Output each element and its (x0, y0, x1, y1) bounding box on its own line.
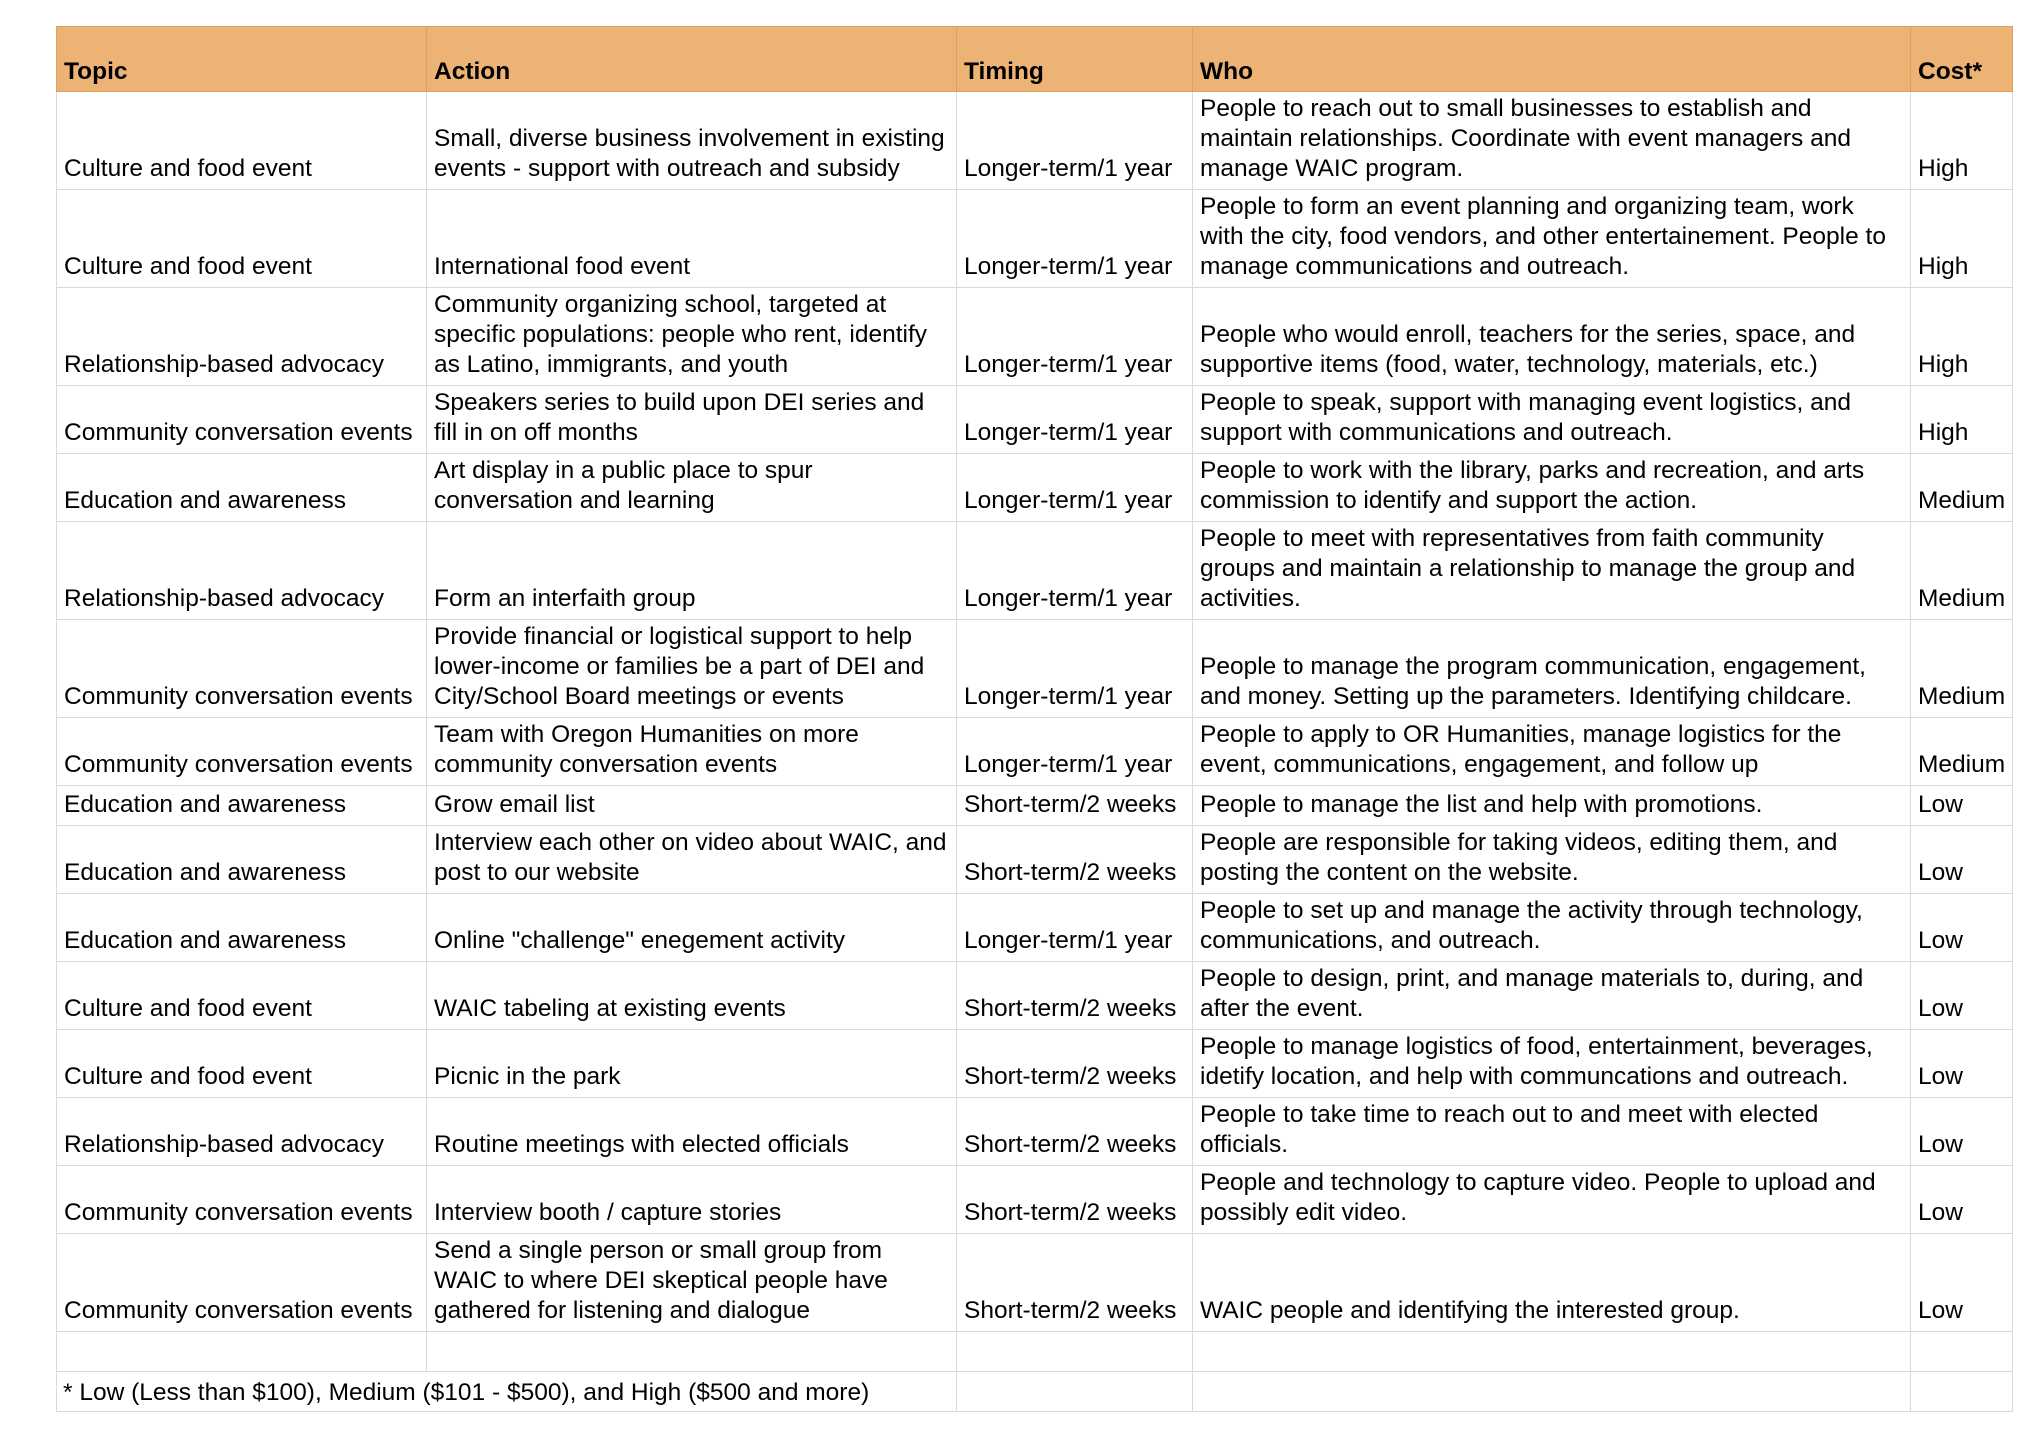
who-cell-line: manage WAIC program. (1200, 155, 1464, 182)
table-row (57, 826, 2013, 894)
empty-cell[interactable] (957, 1372, 1193, 1412)
topic-cell[interactable]: Education and awareness (57, 894, 427, 962)
who-cell-line: commission to identify and support the action. (1200, 487, 1698, 514)
header-timing[interactable]: Timing (957, 27, 1193, 92)
topic-cell[interactable]: Community conversation events (57, 1166, 427, 1234)
timing-cell[interactable]: Short-term/2 weeks (957, 1234, 1193, 1332)
who-cell-line: People who would enroll, teachers for the series, space, and (1200, 321, 1856, 348)
who-cell-line: People to manage the list and help with promotions. (1200, 791, 1763, 818)
who-cell-line: People to manage logistics of food, entertainment, beverages, (1200, 1033, 1873, 1060)
timing-cell[interactable]: Longer-term/1 year (957, 894, 1193, 962)
who-cell[interactable] (1193, 92, 1911, 190)
who-cell-line: People to meet with representatives from faith community (1200, 525, 1824, 552)
action-cell-line: events - support with outreach and subsidy (434, 155, 900, 182)
topic-cell[interactable]: Education and awareness (57, 786, 427, 826)
cost-cell[interactable]: Low (1911, 1234, 2013, 1332)
action-cell[interactable] (427, 454, 957, 522)
timing-cell[interactable]: Longer-term/1 year (957, 620, 1193, 718)
who-cell-line: idetify location, and help with communcations and outreach. (1200, 1063, 1849, 1090)
action-cell-line: Speakers series to build upon DEI series and (434, 389, 925, 416)
empty-cell[interactable] (957, 1332, 1193, 1372)
timing-cell[interactable]: Short-term/2 weeks (957, 962, 1193, 1030)
action-cell-line: Provide financial or logistical support to help (434, 623, 913, 650)
topic-cell[interactable]: Relationship-based advocacy (57, 1098, 427, 1166)
table-row (57, 1234, 2013, 1332)
who-cell-line: maintain relationships. Coordinate with event managers and (1200, 125, 1851, 152)
action-cell-line: Interview booth / capture stories (434, 1199, 782, 1226)
who-cell[interactable] (1193, 786, 1911, 826)
table-row (57, 454, 2013, 522)
action-cell[interactable] (427, 826, 957, 894)
who-cell-line: event, communications, engagement, and follow up (1200, 751, 1759, 778)
empty-cell[interactable] (427, 1332, 957, 1372)
topic-cell[interactable]: Community conversation events (57, 386, 427, 454)
topic-cell[interactable]: Culture and food event (57, 190, 427, 288)
action-cell[interactable] (427, 718, 957, 786)
who-cell-line: People to apply to OR Humanities, manage logistics for the (1200, 721, 1842, 748)
who-cell-line: and money. Setting up the parameters. Identifying childcare. (1200, 683, 1852, 710)
action-cell-line: Grow email list (434, 791, 595, 818)
cost-cell[interactable]: High (1911, 386, 2013, 454)
topic-cell[interactable]: Education and awareness (57, 826, 427, 894)
who-cell[interactable] (1193, 386, 1911, 454)
cost-cell[interactable]: High (1911, 190, 2013, 288)
action-cell-line: WAIC tabeling at existing events (434, 995, 786, 1022)
cost-cell[interactable]: Low (1911, 962, 2013, 1030)
action-cell[interactable] (427, 92, 957, 190)
action-cell-line: International food event (434, 253, 691, 280)
cost-cell[interactable]: Low (1911, 1098, 2013, 1166)
topic-cell[interactable]: Culture and food event (57, 962, 427, 1030)
who-cell-line: WAIC people and identifying the interested group. (1200, 1297, 1740, 1324)
table-row (57, 1030, 2013, 1098)
who-cell-line: after the event. (1200, 995, 1364, 1022)
who-cell-line: People to form an event planning and organizing team, work (1200, 193, 1854, 220)
who-cell[interactable] (1193, 288, 1911, 386)
table-row (57, 962, 2013, 1030)
who-cell[interactable] (1193, 454, 1911, 522)
cost-cell[interactable]: Medium (1911, 522, 2013, 620)
table-row (57, 894, 2013, 962)
topic-cell[interactable]: Education and awareness (57, 454, 427, 522)
who-cell-line: People to design, print, and manage materials to, during, and (1200, 965, 1864, 992)
who-cell[interactable] (1193, 1166, 1911, 1234)
who-cell-line: supportive items (food, water, technology, materials, etc.) (1200, 351, 1818, 378)
cost-cell[interactable]: Medium (1911, 454, 2013, 522)
empty-cell[interactable] (1193, 1332, 1911, 1372)
who-cell-line: possibly edit video. (1200, 1199, 1408, 1226)
action-cell-line: Form an interfaith group (434, 585, 696, 612)
cost-cell[interactable]: Low (1911, 786, 2013, 826)
cost-cell[interactable]: Low (1911, 894, 2013, 962)
who-cell[interactable] (1193, 1234, 1911, 1332)
table-row (57, 288, 2013, 386)
header-topic[interactable]: Topic (57, 27, 427, 92)
action-cell-line: Community organizing school, targeted at (434, 291, 887, 318)
action-cell-line: gathered for listening and dialogue (434, 1297, 810, 1324)
topic-cell[interactable]: Community conversation events (57, 620, 427, 718)
action-cell-line: post to our website (434, 859, 640, 886)
who-cell-line: manage communications and outreach. (1200, 253, 1630, 280)
who-cell[interactable] (1193, 826, 1911, 894)
timing-cell[interactable]: Longer-term/1 year (957, 454, 1193, 522)
who-cell-line: People to reach out to small businesses to establish and (1200, 95, 1812, 122)
cost-footnote: * Low (Less than $100), Medium ($101 - $500), and High ($500 and more) (63, 1378, 870, 1406)
who-cell-line: posting the content on the website. (1200, 859, 1579, 886)
timing-cell[interactable]: Longer-term/1 year (957, 288, 1193, 386)
topic-cell[interactable]: Community conversation events (57, 718, 427, 786)
who-cell[interactable] (1193, 190, 1911, 288)
who-cell-line: activities. (1200, 585, 1301, 612)
action-plan-table (56, 26, 2013, 1412)
who-cell[interactable] (1193, 894, 1911, 962)
timing-cell[interactable]: Short-term/2 weeks (957, 1166, 1193, 1234)
cost-cell[interactable]: Low (1911, 1030, 2013, 1098)
timing-cell[interactable]: Longer-term/1 year (957, 522, 1193, 620)
who-cell-line: communications, and outreach. (1200, 927, 1541, 954)
action-cell-line: Art display in a public place to spur (434, 457, 813, 484)
who-cell-line: People are responsible for taking videos, editing them, and (1200, 829, 1838, 856)
table-row (57, 190, 2013, 288)
action-cell-line: Team with Oregon Humanities on more (434, 721, 859, 748)
action-cell[interactable] (427, 1030, 957, 1098)
action-cell[interactable] (427, 962, 957, 1030)
action-cell[interactable] (427, 894, 957, 962)
who-cell-line: officials. (1200, 1131, 1289, 1158)
action-cell[interactable] (427, 386, 957, 454)
action-cell-line: Interview each other on video about WAIC, and (434, 829, 947, 856)
who-cell[interactable] (1193, 620, 1911, 718)
cost-cell[interactable]: Low (1911, 1166, 2013, 1234)
table-row (57, 620, 2013, 718)
cost-cell[interactable]: High (1911, 92, 2013, 190)
action-cell-line: as Latino, immigrants, and youth (434, 351, 789, 378)
topic-cell[interactable]: Relationship-based advocacy (57, 522, 427, 620)
table-row (57, 718, 2013, 786)
action-cell-line: WAIC to where DEI skeptical people have (434, 1267, 888, 1294)
action-cell-line: conversation and learning (434, 487, 715, 514)
who-cell-line: People to manage the program communication, engagement, (1200, 653, 1866, 680)
who-cell-line: People and technology to capture video. People to upload and (1200, 1169, 1876, 1196)
table-row (57, 1166, 2013, 1234)
header-who[interactable]: Who (1193, 27, 1911, 92)
timing-cell[interactable]: Short-term/2 weeks (957, 786, 1193, 826)
action-cell-line: Routine meetings with elected officials (434, 1131, 849, 1158)
timing-cell[interactable]: Short-term/2 weeks (957, 826, 1193, 894)
timing-cell[interactable]: Longer-term/1 year (957, 718, 1193, 786)
who-cell[interactable] (1193, 1098, 1911, 1166)
action-cell-line: Send a single person or small group from (434, 1237, 883, 1264)
cost-cell[interactable]: Medium (1911, 718, 2013, 786)
who-cell[interactable] (1193, 718, 1911, 786)
topic-cell[interactable]: Community conversation events (57, 1234, 427, 1332)
action-cell[interactable] (427, 1234, 957, 1332)
action-cell-line: lower-income or families be a part of DEI and (434, 653, 925, 680)
action-cell-line: fill in on off months (434, 419, 638, 446)
timing-cell[interactable]: Longer-term/1 year (957, 386, 1193, 454)
empty-cell[interactable] (1911, 1372, 2013, 1412)
action-cell-line: community conversation events (434, 751, 778, 778)
timing-cell[interactable]: Longer-term/1 year (957, 190, 1193, 288)
action-cell[interactable] (427, 620, 957, 718)
timing-cell[interactable]: Short-term/2 weeks (957, 1030, 1193, 1098)
empty-cell[interactable] (1911, 1332, 2013, 1372)
action-cell[interactable] (427, 1166, 957, 1234)
timing-cell[interactable]: Short-term/2 weeks (957, 1098, 1193, 1166)
who-cell[interactable] (1193, 522, 1911, 620)
table-row (57, 786, 2013, 826)
who-cell-line: groups and maintain a relationship to manage the group and (1200, 555, 1856, 582)
who-cell-line: People to set up and manage the activity through technology, (1200, 897, 1863, 924)
action-cell[interactable] (427, 786, 957, 826)
header-row (57, 27, 2013, 92)
cost-cell[interactable]: Low (1911, 826, 2013, 894)
action-cell-line: Picnic in the park (434, 1063, 621, 1090)
action-cell[interactable] (427, 190, 957, 288)
timing-cell[interactable]: Longer-term/1 year (957, 92, 1193, 190)
header-action[interactable]: Action (427, 27, 957, 92)
action-cell[interactable] (427, 1098, 957, 1166)
who-cell-line: with the city, food vendors, and other entertainement. People to (1200, 223, 1886, 250)
empty-cell[interactable] (57, 1332, 427, 1372)
action-cell-line: Small, diverse business involvement in existing (434, 125, 945, 152)
cost-cell[interactable]: High (1911, 288, 2013, 386)
topic-cell[interactable]: Culture and food event (57, 1030, 427, 1098)
topic-cell[interactable]: Relationship-based advocacy (57, 288, 427, 386)
who-cell-line: People to work with the library, parks and recreation, and arts (1200, 457, 1865, 484)
table-row (57, 522, 2013, 620)
table-row (57, 1098, 2013, 1166)
topic-cell[interactable]: Culture and food event (57, 92, 427, 190)
empty-row (57, 1332, 2013, 1372)
action-cell-line: specific populations: people who rent, identify (434, 321, 928, 348)
who-cell[interactable] (1193, 962, 1911, 1030)
who-cell-line: People to take time to reach out to and meet with elected (1200, 1101, 1819, 1128)
table-row (57, 386, 2013, 454)
header-cost[interactable]: Cost* (1911, 27, 2013, 92)
who-cell-line: support with communications and outreach. (1200, 419, 1673, 446)
who-cell-line: People to speak, support with managing event logistics, and (1200, 389, 1852, 416)
empty-cell[interactable] (1193, 1372, 1911, 1412)
action-cell-line: City/School Board meetings or events (434, 683, 844, 710)
table-row (57, 92, 2013, 190)
action-cell[interactable] (427, 522, 957, 620)
who-cell[interactable] (1193, 1030, 1911, 1098)
table-body (57, 92, 2013, 1412)
action-cell-line: Online "challenge" enegement activity (434, 927, 845, 954)
action-cell[interactable] (427, 288, 957, 386)
cost-cell[interactable]: Medium (1911, 620, 2013, 718)
